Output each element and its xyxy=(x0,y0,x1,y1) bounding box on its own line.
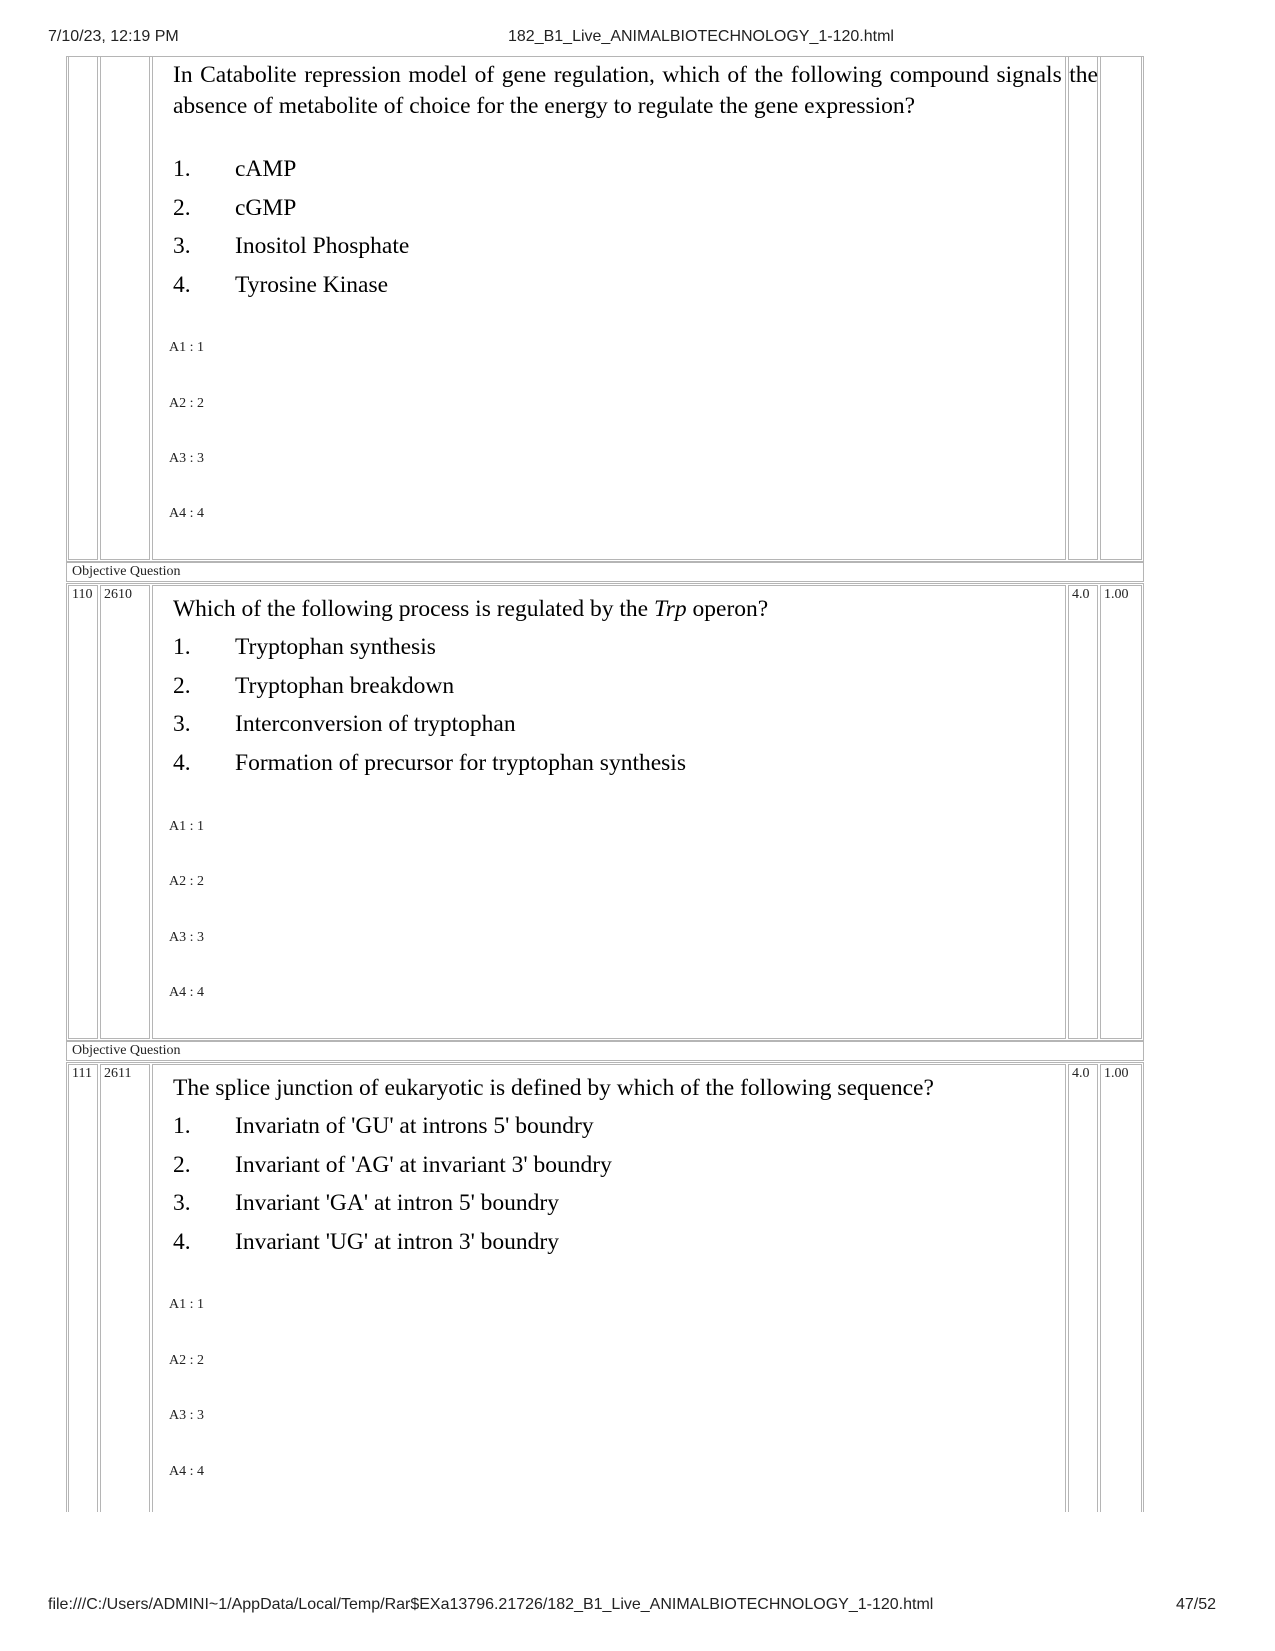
answer-id-2: A2 : 2 xyxy=(169,874,204,889)
print-file-path: file:///C:/Users/ADMINI~1/AppData/Local/Temp/Rar$EXa13796.21726/182_B1_Live_ANIMALBIOTECHNOLOGY_1-120.html xyxy=(48,1596,934,1613)
operon-name: Trp xyxy=(653,596,687,622)
qid-cell xyxy=(100,56,150,560)
question-cell xyxy=(152,56,1066,560)
option-number: 2. xyxy=(173,1152,191,1178)
option-text: Interconversion of tryptophan xyxy=(235,711,516,737)
option-number: 2. xyxy=(173,195,191,221)
negative-cell xyxy=(1100,585,1142,1039)
negative-cell xyxy=(1100,56,1142,560)
qid-cell xyxy=(100,585,150,1039)
answer-id-3: A3 : 3 xyxy=(169,930,204,945)
section-label: Objective Question xyxy=(72,564,181,579)
option-text: Invariatn of 'GU' at introns 5' boundry xyxy=(235,1113,594,1139)
option-text: Tyrosine Kinase xyxy=(235,272,389,298)
option-1 xyxy=(173,634,436,661)
negative-marks-value: 1.00 xyxy=(1104,1066,1129,1081)
sno-cell xyxy=(68,1064,98,1512)
question-text: In Catabolite repression model of gene regulation, which of the following compound signals the absence of metabolite of choice for the energy to regulate the gene expression? xyxy=(173,62,1098,119)
option-text: Invariant 'UG' at intron 3' boundry xyxy=(235,1229,560,1255)
marks-value: 4.0 xyxy=(1072,1066,1090,1081)
option-number: 2. xyxy=(173,673,191,699)
answer-id-4: A4 : 4 xyxy=(169,506,204,521)
option-3 xyxy=(173,711,516,738)
print-datetime: 7/10/23, 12:19 PM xyxy=(48,28,179,45)
negative-cell xyxy=(1100,1064,1142,1512)
answer-id-1: A1 : 1 xyxy=(169,819,204,834)
marks-cell xyxy=(1068,1064,1098,1512)
section-label-row xyxy=(66,1041,1144,1061)
marks-cell xyxy=(1068,56,1098,560)
option-3 xyxy=(173,1190,559,1217)
question-text-part: Which of the following process is regulated by the xyxy=(173,596,654,622)
answer-id-3: A3 : 3 xyxy=(169,1408,204,1423)
option-4 xyxy=(173,1229,559,1256)
sno-cell xyxy=(68,585,98,1039)
section-label: Objective Question xyxy=(72,1043,181,1058)
answer-id-1: A1 : 1 xyxy=(169,1297,204,1312)
option-text: Inositol Phosphate xyxy=(235,233,410,259)
answer-id-3: A3 : 3 xyxy=(169,451,204,466)
answer-id-2: A2 : 2 xyxy=(169,1353,204,1368)
answer-id-4: A4 : 4 xyxy=(169,985,204,1000)
answer-id-4: A4 : 4 xyxy=(169,1464,204,1479)
option-3 xyxy=(173,233,409,260)
option-text: Tryptophan synthesis xyxy=(235,634,436,660)
option-number: 4. xyxy=(173,272,191,298)
option-number: 1. xyxy=(173,634,191,660)
option-2 xyxy=(173,673,454,700)
option-text: Invariant of 'AG' at invariant 3' boundry xyxy=(235,1152,612,1178)
option-4 xyxy=(173,272,388,299)
option-number: 3. xyxy=(173,1190,191,1216)
option-text: Tryptophan breakdown xyxy=(235,673,455,699)
option-text: cGMP xyxy=(235,195,297,221)
option-number: 4. xyxy=(173,1229,191,1255)
section-label-row xyxy=(66,562,1144,582)
option-4 xyxy=(173,750,686,777)
sno-cell xyxy=(68,56,98,560)
question-id: 2611 xyxy=(104,1066,132,1081)
question-sno: 111 xyxy=(72,1066,92,1081)
question-id: 2610 xyxy=(104,587,132,602)
question-text xyxy=(173,594,1098,625)
option-number: 3. xyxy=(173,711,191,737)
option-number: 1. xyxy=(173,1113,191,1139)
marks-cell xyxy=(1068,585,1098,1039)
answer-id-1: A1 : 1 xyxy=(169,340,204,355)
option-2 xyxy=(173,195,296,222)
option-text: Formation of precursor for tryptophan synthesis xyxy=(235,750,686,776)
qid-cell xyxy=(100,1064,150,1512)
option-number: 1. xyxy=(173,156,191,182)
negative-marks-value: 1.00 xyxy=(1104,587,1129,602)
page-number: 47/52 xyxy=(1176,1596,1217,1613)
option-2 xyxy=(173,1152,612,1179)
question-text: The splice junction of eukaryotic is defined by which of the following sequence? xyxy=(173,1075,934,1101)
question-sno: 110 xyxy=(72,587,93,602)
question-text-part: operon? xyxy=(686,596,769,622)
option-1 xyxy=(173,156,296,183)
option-number: 3. xyxy=(173,233,191,259)
option-text: Invariant 'GA' at intron 5' boundry xyxy=(235,1190,560,1216)
option-1 xyxy=(173,1113,594,1140)
option-text: cAMP xyxy=(235,156,297,182)
answer-id-2: A2 : 2 xyxy=(169,396,204,411)
option-number: 4. xyxy=(173,750,191,776)
marks-value: 4.0 xyxy=(1072,587,1090,602)
print-title: 182_B1_Live_ANIMALBIOTECHNOLOGY_1-120.html xyxy=(508,28,894,45)
